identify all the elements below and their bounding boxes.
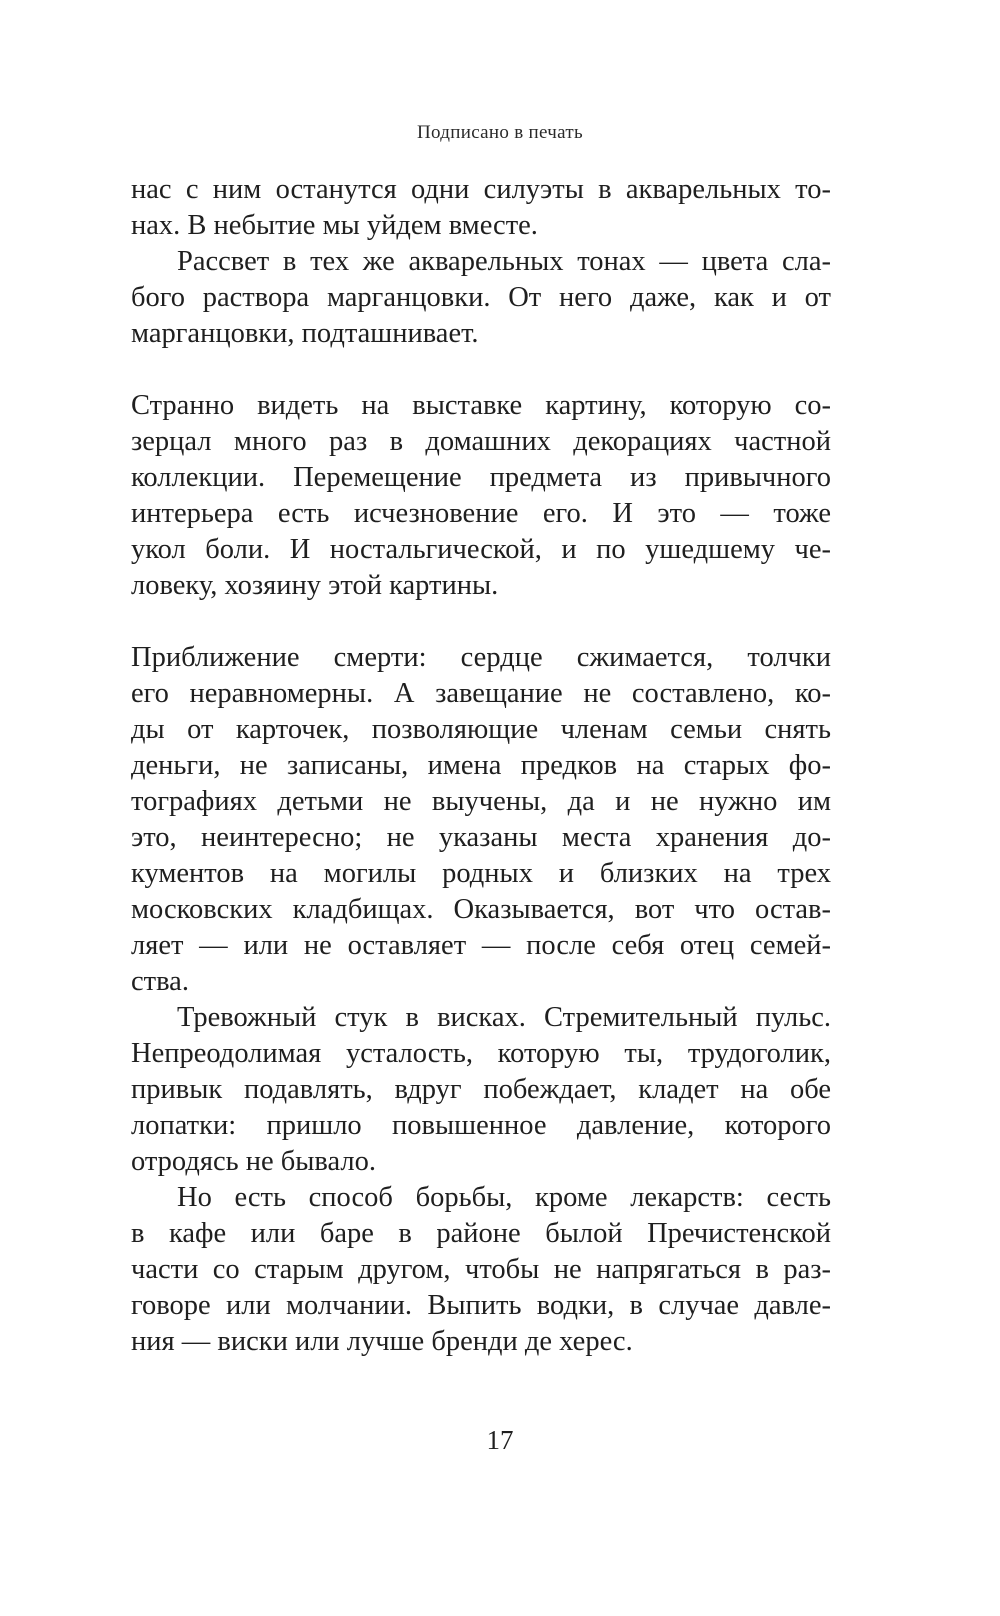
paragraph-3	[131, 388, 831, 604]
text-line: кументов на могилы родных и близких на трех	[131, 858, 831, 889]
text-line: его неравномерны. А завещание не составлено, ко-	[131, 678, 831, 709]
text-line: Непреодолимая усталость, которую ты, трудоголик,	[131, 1038, 831, 1069]
section-break	[131, 604, 831, 640]
text-line: в кафе или баре в районе былой Пречистенской	[131, 1218, 831, 1249]
text-line: марганцовки, подташнивает.	[131, 318, 479, 349]
text-line: ства.	[131, 966, 189, 997]
text-line: нах. В небытие мы уйдем вместе.	[131, 210, 538, 241]
text-line: ния — виски или лучше бренди де херес.	[131, 1326, 633, 1357]
text-line: говоре или молчании. Выпить водки, в случае давле-	[131, 1290, 831, 1321]
text-line: деньги, не записаны, имена предков на старых фо-	[131, 750, 831, 781]
paragraph-5	[131, 1000, 831, 1180]
text-line: интерьера есть исчезновение его. И это — тоже	[131, 498, 831, 529]
paragraph-2	[131, 244, 831, 352]
text-line: лопатки: пришло повышенное давление, которого	[131, 1110, 831, 1141]
text-line: укол боли. И ностальгической, и по ушедшему че-	[131, 534, 831, 565]
text-line: отродясь не бывало.	[131, 1146, 376, 1177]
running-head: Подписано в печать	[417, 122, 583, 143]
text-line: части со старым другом, чтобы не напрягаться в раз-	[131, 1254, 831, 1285]
text-line: ляет — или не оставляет — после себя отец семей-	[131, 930, 831, 961]
text-line: привык подавлять, вдруг побеждает, кладет на обе	[131, 1074, 831, 1105]
page-number: 17	[486, 1425, 514, 1455]
text-line: московских кладбищах. Оказывается, вот что остав-	[131, 894, 831, 925]
paragraph-1	[131, 172, 831, 244]
text-line: ды от карточек, позволяющие членам семьи снять	[131, 714, 831, 745]
paragraph-6	[131, 1180, 831, 1360]
paragraph-4	[131, 640, 831, 1000]
text-line: тографиях детьми не выучены, да и не нужно им	[131, 786, 831, 817]
text-line: Но есть способ борьбы, кроме лекарств: сесть	[177, 1182, 831, 1213]
text-line: коллекции. Перемещение предмета из привычного	[131, 462, 831, 493]
text-line: ловеку, хозяину этой картины.	[131, 570, 499, 601]
text-line: это, неинтересно; не указаны места хранения до-	[131, 822, 831, 853]
text-line: нас с ним останутся одни силуэты в акварельных то-	[131, 174, 831, 205]
text-line: Тревожный стук в висках. Стремительный пульс.	[177, 1002, 831, 1033]
section-break	[131, 352, 831, 388]
text-line: бого раствора марганцовки. От него даже, как и от	[131, 282, 831, 313]
text-line: Рассвет в тех же акварельных тонах — цвета сла-	[177, 246, 831, 277]
text-line: Странно видеть на выставке картину, которую со-	[131, 390, 831, 421]
text-line: зерцал много раз в домашних декорациях частной	[131, 426, 831, 457]
text-line: Приближение смерти: сердце сжимается, толчки	[131, 642, 831, 673]
body-text	[131, 172, 831, 1360]
